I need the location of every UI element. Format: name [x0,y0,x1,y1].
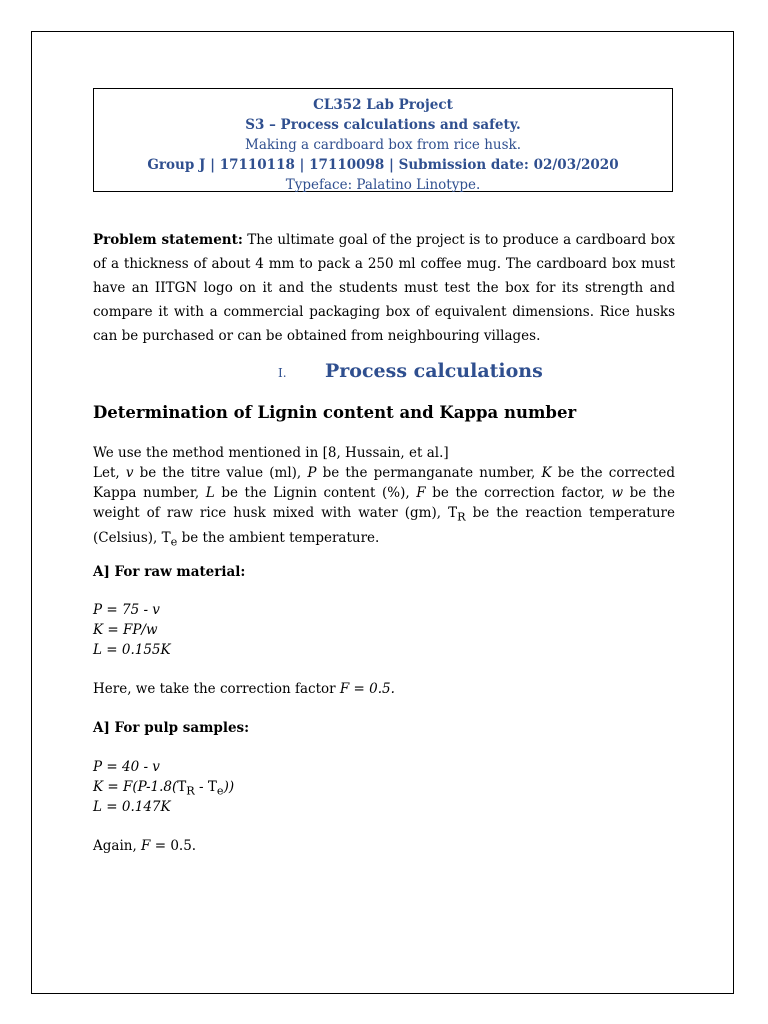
method-paragraph [93,443,675,552]
text-run: be the reaction temperature (Celsius), T [93,505,675,546]
text-run: K = F(P-1.8( [93,779,178,795]
problem-label: Problem statement: [93,232,243,248]
subscript-e: e [216,784,224,798]
text-run: Again, [93,838,142,854]
problem-statement [93,228,675,348]
text-run: be the Lignin content (%), [214,485,417,501]
var-k: K [541,465,552,481]
text-run: be the titre value (ml), [133,465,308,481]
pulp-eq-p: P = 40 - v [93,759,160,775]
project-topic: Making a cardboard box from rice husk. [245,137,521,153]
title-box [93,88,673,192]
typeface-note: Typeface: Palatino Linotype. [285,177,481,193]
subscript-e: e [170,535,178,549]
method-reference: We use the method mentioned in [8, Hussain, et al.] [93,445,449,461]
text-run: be the permanganate number, [316,465,542,481]
subsection-title: Determination of Lignin content and Kappa number [93,403,577,422]
correction-value: F = 0.5. [339,681,395,697]
raw-material-heading: A] For raw material: [93,564,246,580]
text-run: Let, [93,465,126,481]
raw-eq-p: P = 75 - v [93,602,160,618]
var-v: v [125,465,134,481]
text-run: be the correction factor, [425,485,612,501]
text-run: Here, we take the correction factor [93,681,340,697]
var-w: w [611,485,624,501]
project-title: CL352 Lab Project [313,97,453,113]
pulp-eq-l: L = 0.147K [93,799,171,815]
pulp-heading: A] For pulp samples: [93,720,250,736]
problem-text: The ultimate goal of the project is to produce a cardboard box of a thickness of about 4 mm to pack a 250 ml coffee mug. The cardboard box must have an IITGN logo on it and the students must test the box for its strength and compare it with a commercial packaging box of equivalent dimensions. Rice husks can be purchased or can be obtained from neighbouring villages. [93,232,675,344]
var-p: P [307,465,317,481]
section-title: Process calculations [325,360,543,382]
text-run: - T [194,779,217,795]
text-run: be the ambient temperature. [177,529,380,546]
pulp-note [93,838,196,854]
var-l: L [205,485,215,501]
var-f: F [416,485,426,501]
raw-eq-l: L = 0.155K [93,642,171,658]
text-run: be the weight of raw rice husk mixed with water (gm), T [93,485,675,521]
project-subtitle: S3 – Process calculations and safety. [245,117,521,133]
var-f: F [141,838,151,854]
section-number: I. [278,366,287,380]
text-run: T [177,779,187,795]
group-info: Group J | 17110118 | 17110098 | Submission date: 02/03/2020 [147,157,619,173]
raw-eq-k: K = FP/w [93,622,158,638]
subscript-r: R [457,510,466,524]
text-run: )) [223,779,235,795]
subscript-r: R [186,784,195,798]
text-run: be the corrected Kappa number, [93,465,675,501]
raw-note [93,681,395,697]
text-run: = 0.5. [150,838,197,854]
variable-definitions [93,463,675,552]
